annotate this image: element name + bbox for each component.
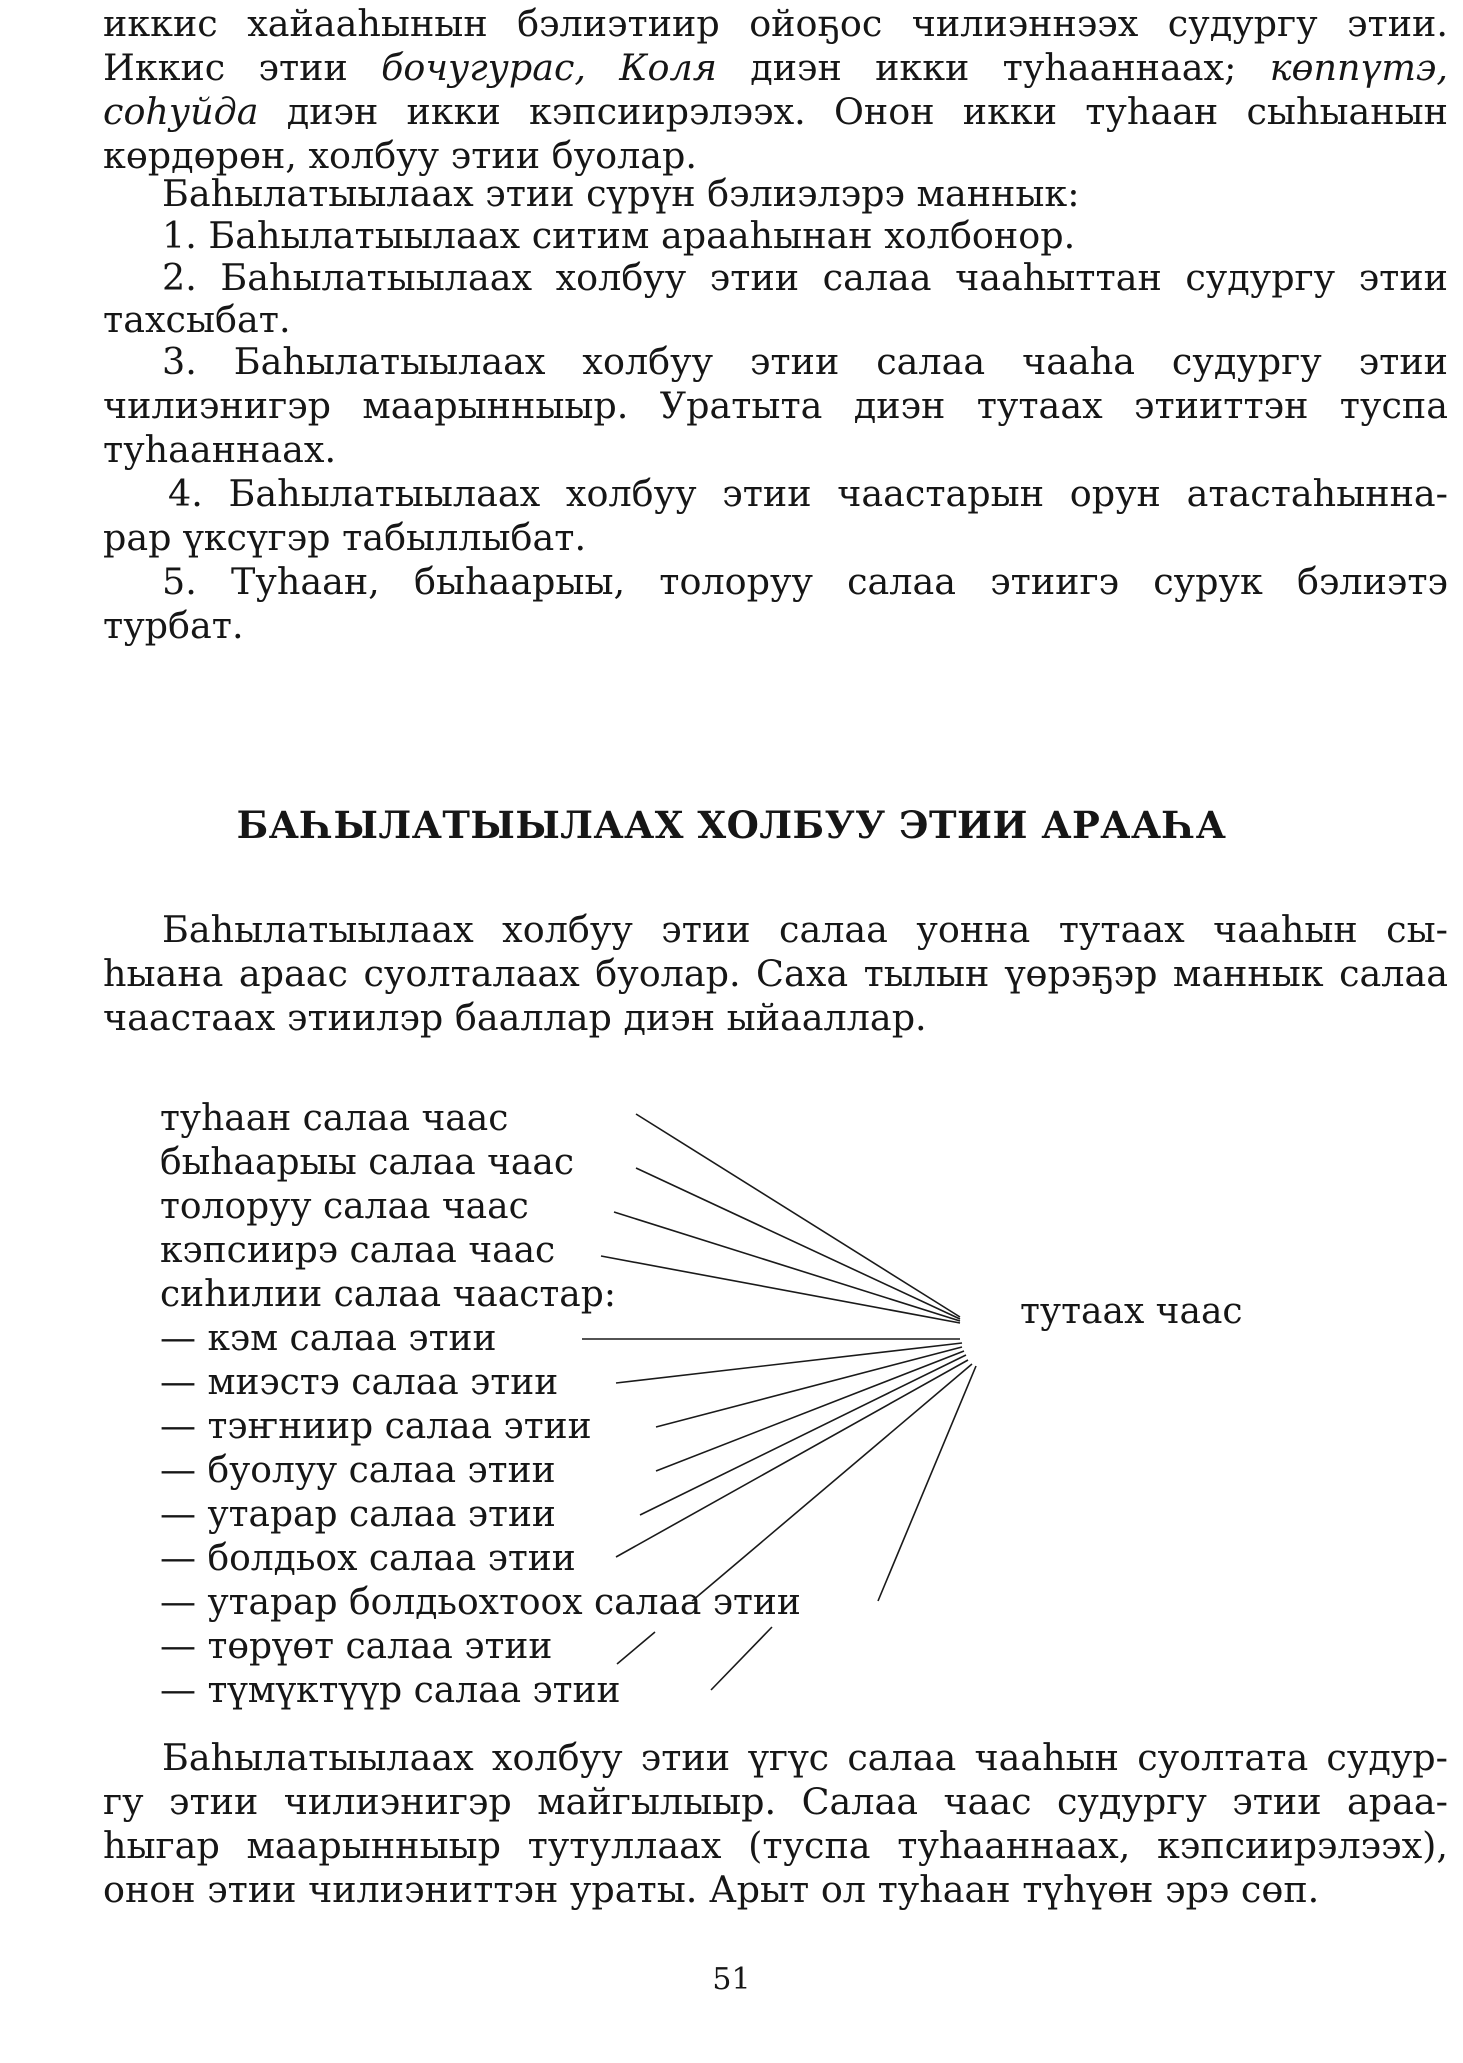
section-intro-line: Баһылатыылаах холбуу этии салаа уонна тутаах чааһын сы- <box>162 908 1448 951</box>
diagram-label: быһаарыы салаа чаас <box>160 1142 574 1183</box>
diagram-label: — утарар салаа этии <box>160 1494 556 1535</box>
connector-line <box>614 1212 960 1321</box>
closing-line: гу этии чилиэнигэр майгылыыр. Салаа чаас судургу этии араа- <box>103 1780 1448 1823</box>
example-word: көппүтэ, <box>1269 46 1448 89</box>
diagram-label: кэпсиирэ салаа чаас <box>160 1230 556 1271</box>
closing-line: онон этии чилиэниттэн ураты. Арыт ол туһаан түһүөн эрэ сөп. <box>103 1868 1320 1911</box>
diagram-label: — утарар болдьохтоох салаа этии <box>160 1582 801 1623</box>
section-intro-line: чаастаах этиилэр бааллар диэн ыйааллар. <box>103 996 927 1039</box>
paragraph-line: көрдөрөн, холбуу этии буолар. <box>103 134 697 177</box>
text-span: иккис хайааһынын бэлиэтиир ойоҕос чилиэннээх судургу этии. <box>103 2 1448 45</box>
feature-item-3: 3. Баһылатыылаах холбуу этии салаа чааһа судургу этии <box>162 340 1448 383</box>
feature-item-2: 2. Баһылатыылаах холбуу этии салаа чааһыттан судургу этии <box>162 256 1448 299</box>
feature-item-1: 1. Баһылатыылаах ситим арааһынан холбонор. <box>162 214 1076 257</box>
connector-line <box>616 1343 962 1383</box>
feature-item-2-cont: тахсыбат. <box>103 298 291 341</box>
diagram-label: туһаан салаа чаас <box>160 1098 509 1139</box>
diagram-label: — болдьох салаа этии <box>160 1538 576 1579</box>
connector-line <box>640 1355 966 1515</box>
connector-line <box>617 1632 655 1664</box>
connector-line <box>636 1168 960 1319</box>
feature-item-5-cont: турбат. <box>103 604 244 647</box>
text-span: диэн икки туһааннаах; <box>716 46 1270 89</box>
diagram-label: — түмүктүүр салаа этии <box>160 1670 621 1711</box>
diagram-label: — кэм салаа этии <box>160 1318 497 1359</box>
connector-line <box>656 1347 962 1427</box>
diagram-label: — тэҥниир салаа этии <box>160 1406 592 1447</box>
section-intro-line: һыана араас суолталаах буолар. Саха тылын үөрэҕэр маннык салаа <box>103 952 1448 995</box>
connector-line <box>616 1360 968 1557</box>
feature-item-3-cont: туһааннаах. <box>103 428 337 471</box>
feature-item-3-cont: чилиэнигэр маарынныыр. Уратыта диэн тутаах этииттэн туспа <box>103 384 1448 427</box>
connector-line <box>636 1114 960 1317</box>
closing-line: һыгар маарынныыр тутуллаах (туспа туһааннаах, кэпсиирэлээх), <box>103 1824 1448 1867</box>
text-span: Иккис этии <box>103 46 382 89</box>
connector-line <box>601 1256 960 1323</box>
diagram-label: сиһилии салаа чаастар: <box>160 1274 616 1315</box>
example-word: бочугурас, Коля <box>381 46 717 89</box>
diagram-label: толоруу салаа чаас <box>160 1186 529 1227</box>
page-number: 51 <box>712 1962 751 1997</box>
connector-line <box>656 1351 964 1471</box>
feature-item-5: 5. Туһаан, быһаарыы, толоруу салаа этиигэ сурук бэлиэтэ <box>162 560 1448 603</box>
diagram-label: — миэстэ салаа этии <box>160 1362 559 1403</box>
features-intro: Баһылатыылаах этии сүрүн бэлиэлэрэ маннык: <box>162 172 1080 215</box>
text-span: диэн икки кэпсиирэлээх. Онон икки туһаан сыһыанын <box>258 90 1448 133</box>
section-title: БАҺЫЛАТЫЫЛААХ ХОЛБУУ ЭТИИ АРААҺА <box>236 803 1227 847</box>
feature-item-4-cont: рар үксүгэр табыллыбат. <box>103 516 587 559</box>
diagram-label: — төрүөт салаа этии <box>160 1626 553 1667</box>
closing-line: Баһылатыылаах холбуу этии үгүс салаа чааһын суолтата судур- <box>162 1736 1448 1779</box>
diagram-target-label: тутаах чаас <box>1020 1291 1243 1332</box>
example-word: соһуйда <box>103 90 259 133</box>
diagram-label: — буолуу салаа этии <box>160 1450 556 1491</box>
connector-line <box>692 1364 972 1601</box>
feature-item-4: 4. Баһылатыылаах холбуу этии чаастарын орун атастаһынна- <box>168 472 1448 515</box>
connector-line <box>711 1627 772 1690</box>
